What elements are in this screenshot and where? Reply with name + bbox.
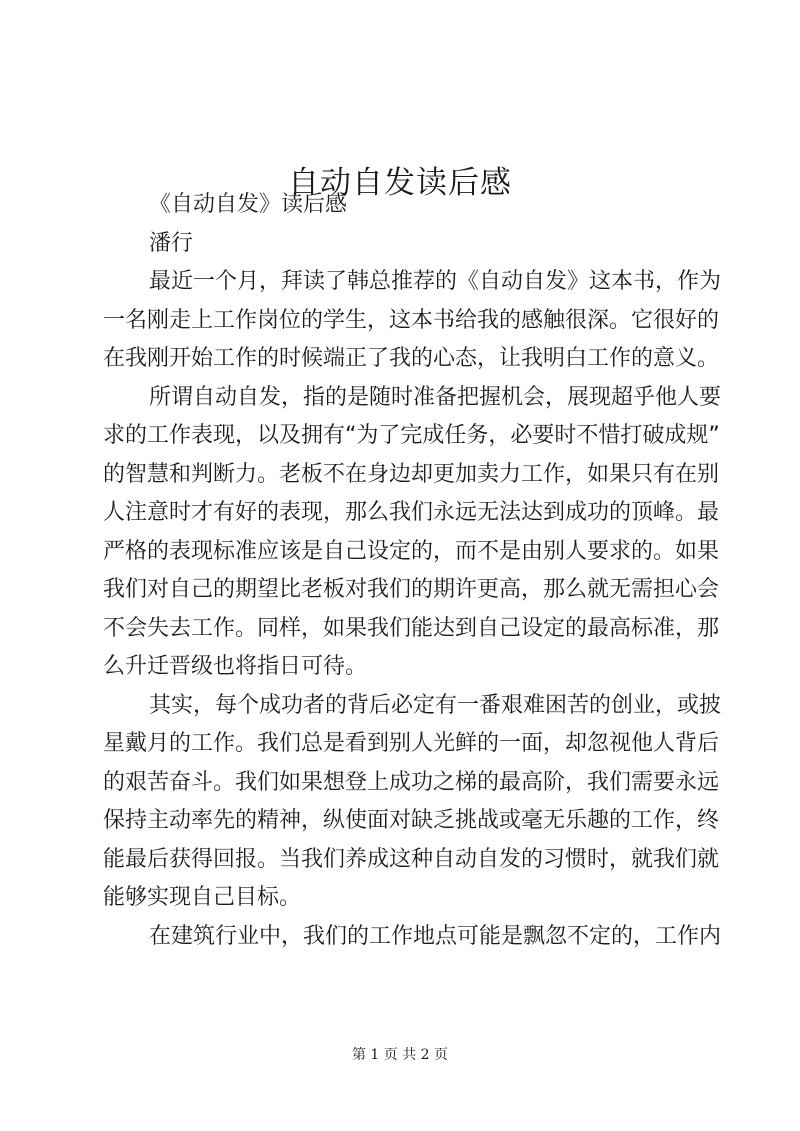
text-line: 其实，每个成功者的背后必定有一番艰难困苦的创业，或披 xyxy=(149,692,722,718)
text-line: 在我刚开始工作的时候端正了我的心态，让我明白工作的意义。 xyxy=(103,346,720,371)
text-line: 所谓自动自发，指的是随时准备把握机会，展现超乎他人要 xyxy=(149,384,722,410)
document-title: 自动自发读后感 xyxy=(288,164,512,201)
text-line: 保持主动率先的精神，纵使面对缺乏挑战或毫无乐趣的工作，终 xyxy=(103,808,720,833)
text-line: 求的工作表现，以及拥有“为了完成任务，必要时不惜打破成规” xyxy=(103,423,720,448)
text-line: 我们对自己的期望比老板对我们的期许更高，那么就无需担心会 xyxy=(103,577,720,602)
text-line: 星戴月的工作。我们总是看到别人光鲜的一面，却忽视他人背后 xyxy=(103,731,720,756)
text-line: 在建筑行业中，我们的工作地点可能是飘忽不定的，工作内 xyxy=(149,923,722,949)
text-line: 潘行 xyxy=(149,230,194,256)
text-line: 不会失去工作。同样，如果我们能达到自己设定的最高标准，那 xyxy=(103,615,720,641)
text-line: 么升迁晋级也将指日可待。 xyxy=(103,654,368,679)
text-line: 能够实现自己目标。 xyxy=(103,885,302,910)
page-footer: 第 1 页 共 2 页 xyxy=(351,1047,449,1063)
text-line: 人注意时才有好的表现，那么我们永远无法达到成功的顶峰。最 xyxy=(103,500,720,525)
text-line: 严格的表现标准应该是自己设定的，而不是由别人要求的。如果 xyxy=(103,538,720,564)
document-body xyxy=(103,186,722,956)
text-line: 一名刚走上工作岗位的学生，这本书给我的感触很深。它很好的 xyxy=(103,307,720,333)
text-line: 《自动自发》读后感 xyxy=(149,192,348,217)
text-line: 能最后获得回报。当我们养成这种自动自发的习惯时，就我们就 xyxy=(103,846,720,872)
text-line: 的智慧和判断力。老板不在身边却更加卖力工作，如果只有在别 xyxy=(103,461,720,487)
text-line: 的艰苦奋斗。我们如果想登上成功之梯的最高阶，我们需要永远 xyxy=(103,769,720,795)
text-line: 最近一个月，拜读了韩总推荐的《自动自发》这本书，作为 xyxy=(149,269,722,294)
